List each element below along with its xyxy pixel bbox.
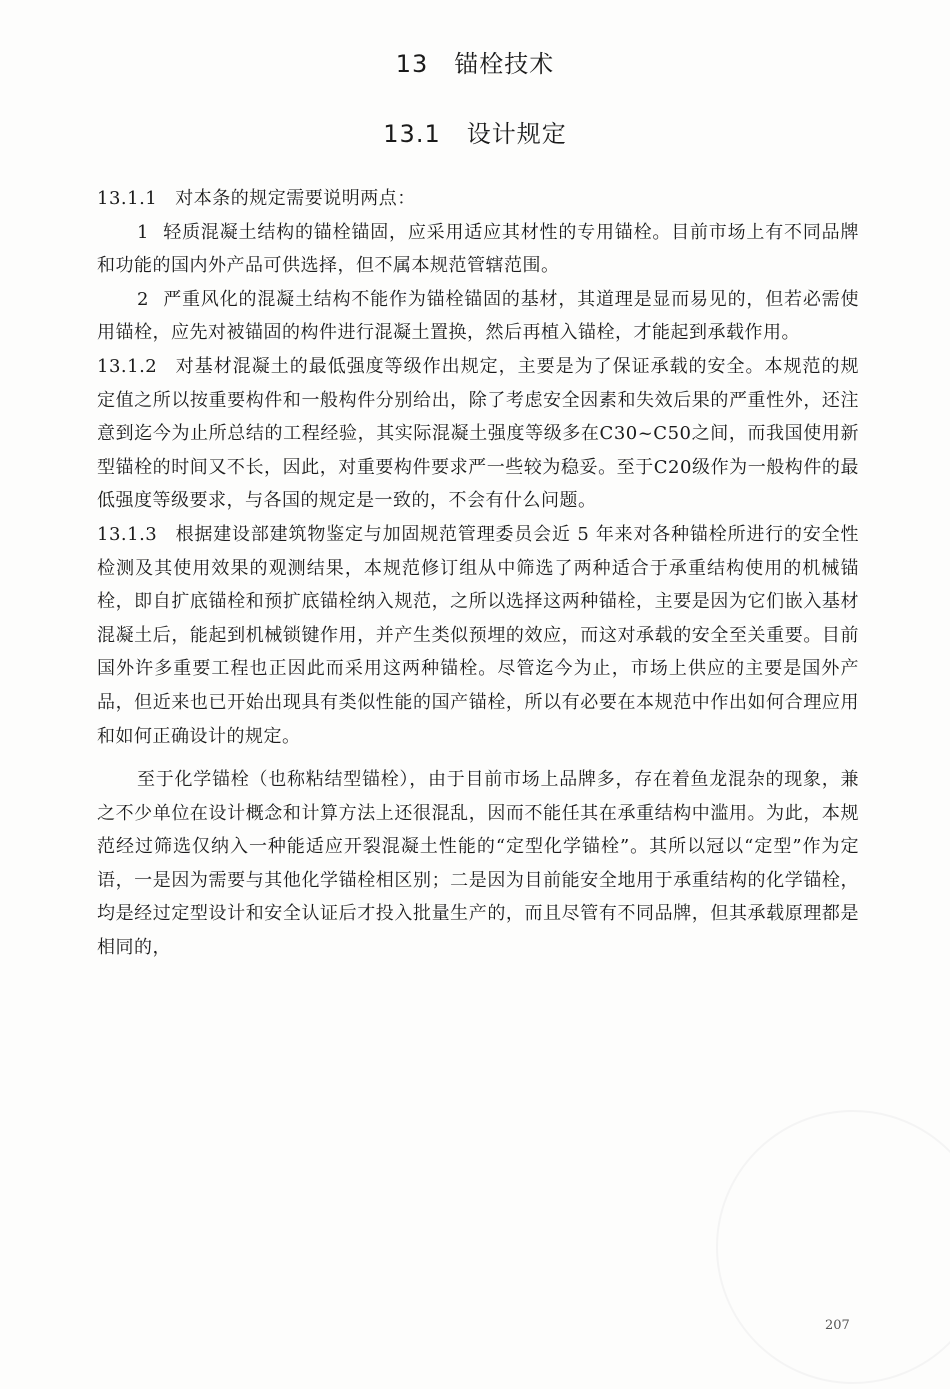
item-number: 1: [137, 221, 149, 243]
clause-number: 13.1.3: [97, 523, 158, 545]
section-number: 13.1: [383, 120, 441, 148]
clause-13-1-2: [97, 350, 859, 518]
item-text: 严重风化的混凝土结构不能作为锚栓锚固的基材，其道理是显而易见的，但若必需使用锚栓，应先对被锚固的构件进行混凝土置换，然后再植入锚栓，才能起到承载作用。: [97, 288, 859, 344]
clause-item: [97, 283, 859, 350]
chapter-heading: [0, 44, 950, 79]
chapter-number: 13: [395, 50, 429, 78]
clause-lead: 对本条的规定需要说明两点：: [175, 188, 416, 209]
clause-number: 13.1.1: [97, 188, 158, 209]
section-title: 设计规定: [466, 120, 567, 148]
item-text: 轻质混凝土结构的锚栓锚固，应采用适应其材性的专用锚栓。目前市场上有不同品牌和功能的国内外产品可供选择，但不属本规范管辖范围。: [97, 221, 859, 277]
clause-13-1-1: [97, 182, 859, 216]
faded-stamp-watermark: [716, 1110, 950, 1384]
clause-item: [97, 216, 859, 283]
clause-text: 根据建设部建筑物鉴定与加固规范管理委员会近 5 年来对各种锚栓所进行的安全性检测及其使用效果的观测结果，本规范修订组从中筛选了两种适合于承重结构使用的机械锚栓，即自扩底锚栓和预扩底锚栓纳入规范，之所以选择这两种锚栓，主要是因为它们嵌入基材混凝土后，能起到机械锁键作用，并产生类似预埋的效应，而这对承载的安全至关重要。目前国外许多重要工程也正因此而采用这两种锚栓。尽管迄今为止，市场上供应的主要是国外产品，但近来也已开始出现具有类似性能的国产锚栓，所以有必要在本规范中作出如何合理应用和如何正确设计的规定。: [97, 523, 859, 747]
paragraph-gap: [97, 753, 859, 763]
clause-13-1-3: [97, 518, 859, 753]
page-number: 207: [825, 1318, 850, 1333]
clause-text: 对基材混凝土的最低强度等级作出规定，主要是为了保证承载的安全。本规范的规定值之所以按重要构件和一般构件分别给出，除了考虑安全因素和失效后果的严重性外，还注意到迄今为止所总结的工程经验，其实际混凝土强度等级多在C30~C50之间，而我国使用新型锚栓的时间又不长，因此，对重要构件要求严一些较为稳妥。至于C20级作为一般构件的最低强度等级要求，与各国的规定是一致的，不会有什么问题。: [97, 355, 859, 512]
item-number: 2: [137, 288, 149, 310]
continuation-text: 至于化学锚栓（也称粘结型锚栓），由于目前市场上品牌多，存在着鱼龙混杂的现象，兼之不少单位在设计概念和计算方法上还很混乱，因而不能任其在承重结构中滥用。为此，本规范经过筛选仅纳入一种能适应开裂混凝土性能的“定型化学锚栓”。其所以冠以“定型”作为定语，一是因为需要与其他化学锚栓相区别；二是因为目前能安全地用于承重结构的化学锚栓，均是经过定型设计和安全认证后才投入批量生产的，而且尽管有不同品牌，但其承载原理都是相同的，: [97, 769, 859, 959]
clause-number: 13.1.2: [97, 355, 158, 377]
chapter-title: 锚栓技术: [454, 50, 555, 78]
body-text: [97, 182, 859, 965]
section-heading: [0, 114, 950, 149]
clause-continuation: [97, 763, 859, 965]
